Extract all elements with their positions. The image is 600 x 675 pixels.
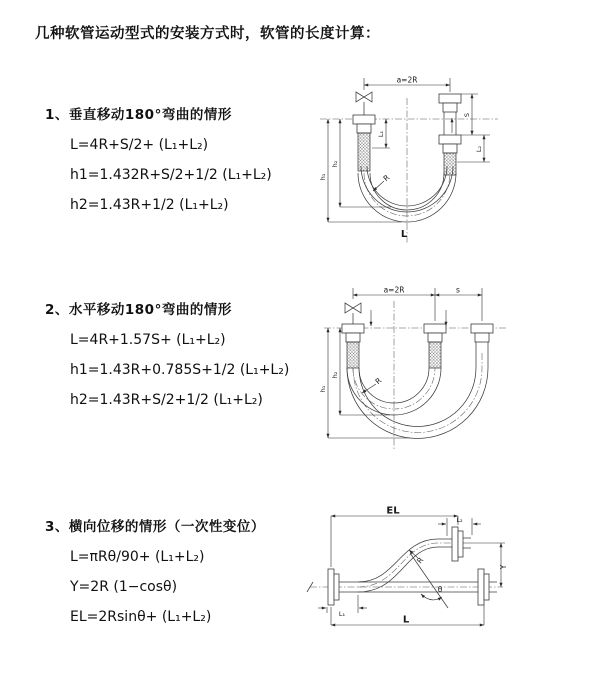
radius-label: R: [414, 555, 426, 566]
formula-line: h1=1.432R+S/2+1/2 (L₁+L₂): [70, 167, 272, 183]
dim-label-l1: L₁: [338, 610, 346, 618]
hose-curve-centerline: [358, 543, 452, 587]
hose-curve-top: [358, 539, 452, 582]
left-braided-hose: [358, 133, 370, 171]
dim-label-el: EL: [386, 505, 400, 517]
right-flange-displaced: [452, 527, 458, 561]
dim-label-h2: h₂: [331, 371, 339, 379]
dim-label-y: Y: [499, 564, 508, 570]
radius-label: R: [381, 172, 392, 184]
hose-arc-displaced-centerline: [353, 353, 482, 433]
left-braided-hose: [347, 342, 359, 368]
dim-label-a2r: a=2R: [396, 75, 418, 85]
dim-label-l1: L₁: [377, 130, 385, 138]
middle-flange: [424, 324, 446, 333]
hose-drawing-lateral: [300, 503, 598, 648]
formula-line: h2=1.43R+1/2 (L₁+L₂): [70, 197, 229, 213]
radius-label: R: [373, 375, 384, 387]
angle-construction-line: [410, 553, 448, 608]
section-2-heading: 2、水平移动180°弯曲的情形: [45, 302, 232, 318]
formula-line: EL=2Rsinθ+ (L₁+L₂): [70, 609, 212, 625]
dim-label-l: L: [402, 614, 410, 626]
section-2: [45, 298, 289, 408]
section-3: [45, 515, 265, 625]
left-flange: [328, 569, 334, 605]
dim-label-l2: L₂: [475, 145, 483, 153]
middle-braided-hose: [429, 342, 441, 368]
section-1-heading: 1、垂直移动180°弯曲的情形: [45, 107, 232, 123]
hose-arc-displaced-outer: [347, 353, 488, 438]
valve-icon: [356, 92, 372, 102]
dim-label-l2: L₂: [456, 516, 463, 524]
radius-arrow: [373, 181, 384, 191]
left-flange: [353, 115, 375, 124]
formula-line: h1=1.43R+0.785S+1/2 (L₁+L₂): [70, 362, 290, 378]
dim-label-s: S: [463, 112, 471, 118]
radius-arrow: [362, 384, 376, 393]
right-flange-lower: [439, 135, 461, 144]
dim-label-a2r: a=2R: [383, 285, 405, 295]
hose-arc-displaced-inner: [359, 353, 476, 427]
angle-label: θ: [437, 585, 443, 594]
formula-line: L=πRθ/90+ (L₁+L₂): [70, 549, 205, 565]
right-flange-upper: [439, 94, 461, 103]
diagram-horizontal-180-bend: [312, 283, 564, 469]
right-flange-displaced: [471, 324, 493, 333]
formula-line: L=4R+1.57S+ (L₁+L₂): [70, 332, 226, 348]
length-label: L: [400, 229, 408, 240]
hose-drawing-vertical: [306, 74, 524, 254]
section-1: [45, 103, 272, 213]
dim-label-h1: h₁: [319, 385, 327, 393]
valve-icon: [345, 303, 361, 313]
right-flange-original: [478, 569, 484, 605]
formula-line: L=4R+S/2+ (L₁+L₂): [70, 137, 209, 153]
hose-drawing-horizontal: [312, 283, 564, 465]
dim-label-s: s: [456, 285, 460, 295]
dim-label-h1: h₁: [319, 173, 327, 181]
section-3-heading: 3、横向位移的情形（一次性变位）: [45, 519, 265, 535]
page-title: 几种软管运动型式的安装方式时，软管的长度计算：: [35, 26, 380, 42]
diagram-vertical-180-bend: [306, 74, 524, 258]
left-flange: [342, 324, 364, 333]
formula-line: Y=2R (1−cosθ): [70, 579, 178, 595]
diagram-lateral-displacement: [300, 503, 598, 652]
dim-label-h2: h₂: [331, 160, 339, 168]
formula-line: h2=1.43R+S/2+1/2 (L₁+L₂): [70, 392, 263, 408]
right-braided-hose: [444, 153, 456, 175]
